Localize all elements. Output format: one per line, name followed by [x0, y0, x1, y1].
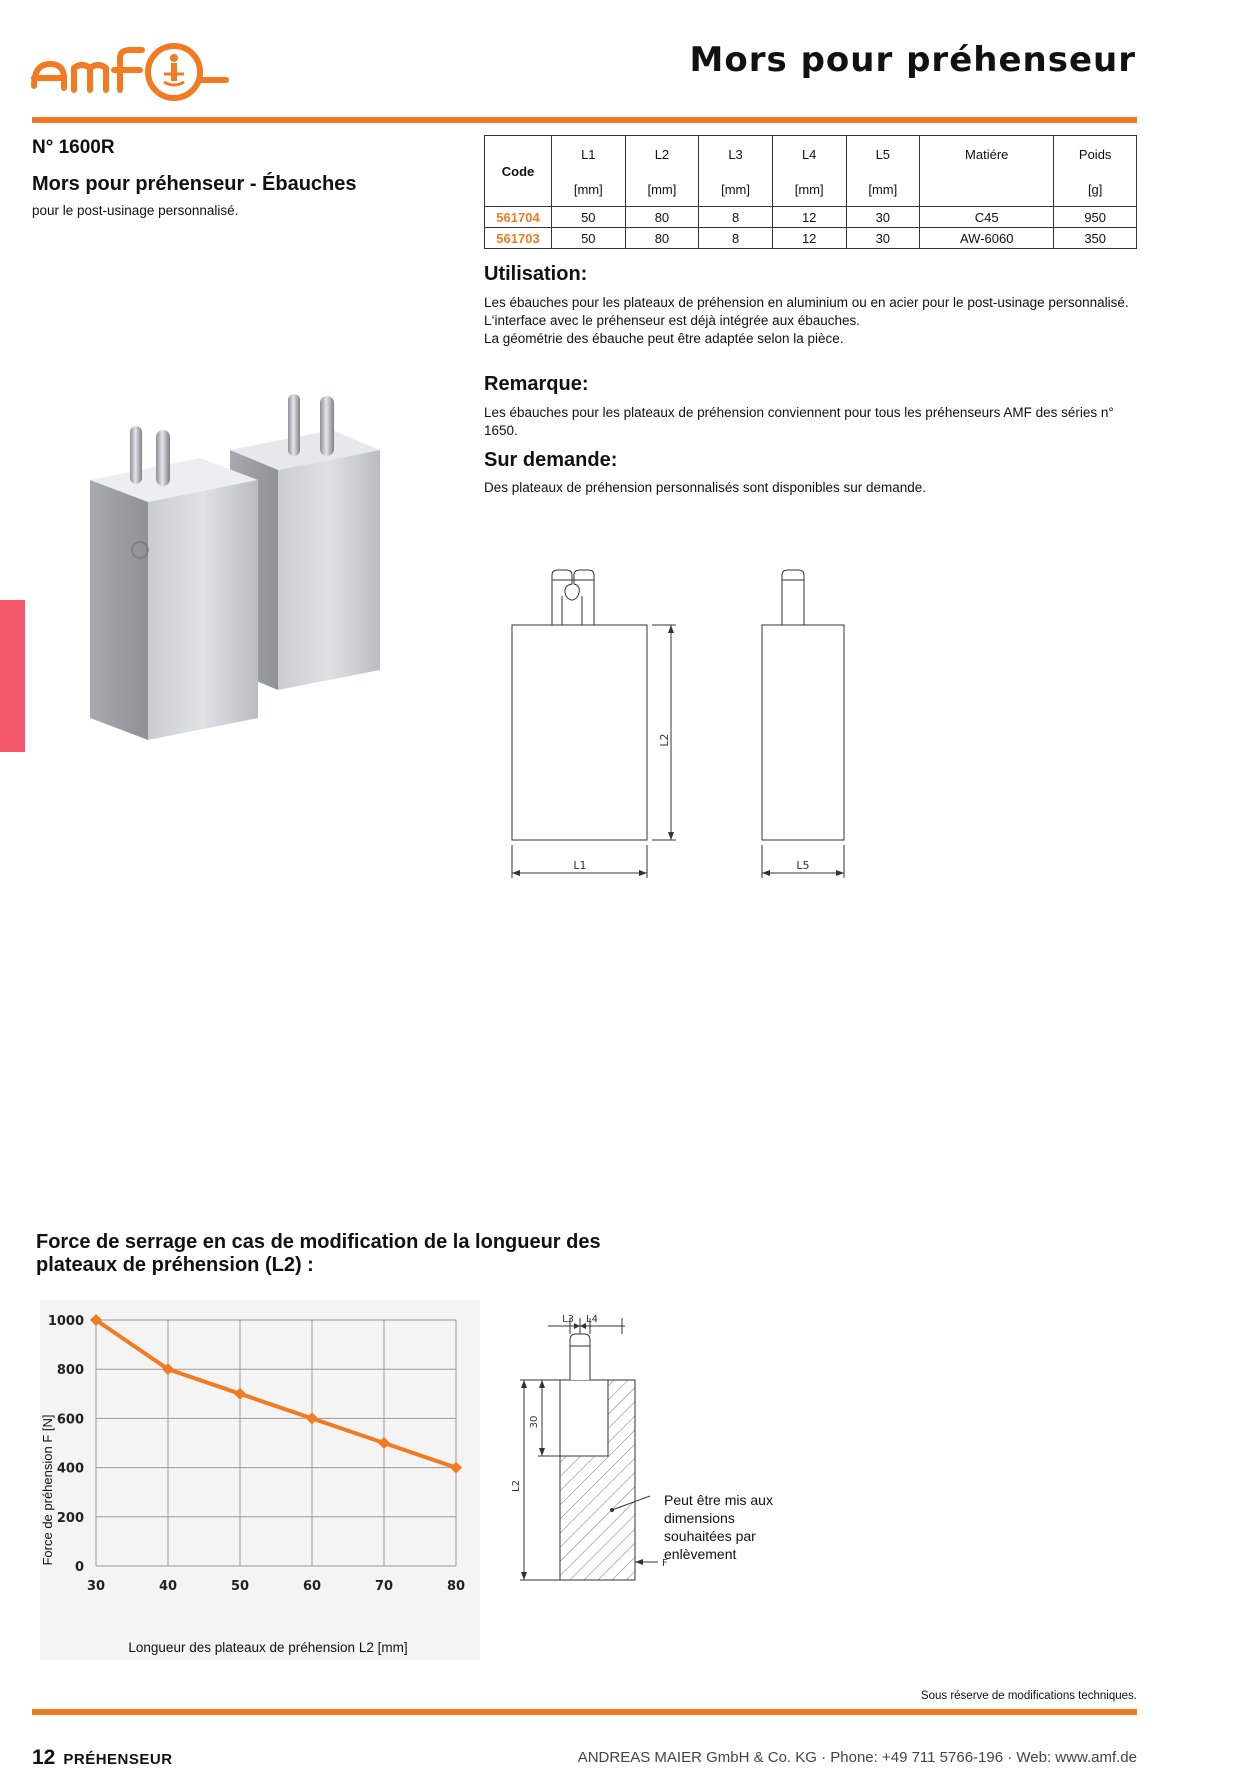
- disclaimer: Sous réserve de modifications techniques.: [920, 1690, 1137, 1702]
- page-title: Mors pour préhenseur: [689, 40, 1136, 80]
- unit-l5: [mm]: [846, 172, 920, 207]
- cell-l4: 12: [772, 228, 846, 249]
- header-rule: [32, 117, 1137, 123]
- col-header-l5: L5: [846, 136, 920, 173]
- utilisation-title: Utilisation:: [484, 263, 588, 285]
- utilisation-line: L‘interface avec le préhenseur est déjà intégrée aux ébauches.: [484, 313, 860, 328]
- sur-demande-text: Des plateaux de préhension personnalisés sont disponibles sur demande.: [484, 480, 927, 495]
- dim-label-l2-section: L2: [511, 1480, 522, 1492]
- section-tab-marker: [0, 600, 25, 752]
- cell-l5: 30: [846, 207, 920, 228]
- col-header-l3: L3: [699, 136, 773, 173]
- cell-l1: 50: [552, 207, 626, 228]
- product-title: Mors pour préhenseur - Ébauches: [32, 173, 357, 195]
- spec-table: [484, 135, 1137, 249]
- cell-material: C45: [920, 207, 1054, 228]
- chart-y-axis-label: Force de préhension F [N]: [40, 1414, 55, 1566]
- product-number: N° 1600R: [32, 137, 115, 158]
- product-subtitle: pour le post-usinage personnalisé.: [32, 203, 239, 218]
- unit-l2: [mm]: [625, 172, 699, 207]
- chart-y-tick-label: 800: [56, 1363, 84, 1379]
- force-label: F: [662, 1558, 668, 1569]
- cell-l2: 80: [625, 228, 699, 249]
- cell-l2: 80: [625, 207, 699, 228]
- col-header-weight: Poids: [1054, 136, 1137, 173]
- chart-x-tick-label: 30: [86, 1579, 106, 1594]
- cell-l1: 50: [552, 228, 626, 249]
- remarque-title: Remarque:: [484, 373, 589, 395]
- col-header-l2: L2: [625, 136, 699, 173]
- cell-material: AW-6060: [920, 228, 1054, 249]
- product-code-link[interactable]: 561703: [485, 228, 552, 249]
- dim-label-l3: L3: [562, 1314, 574, 1325]
- sur-demande-title: Sur demande:: [484, 449, 618, 471]
- col-header-code: Code: [485, 136, 552, 207]
- cell-l3: 8: [699, 228, 773, 249]
- chart-y-tick-label: 200: [56, 1510, 84, 1526]
- dim-label-l5: L5: [796, 859, 810, 872]
- dim-label-l1: L1: [573, 859, 587, 872]
- dim-label-l2: L2: [658, 733, 671, 747]
- col-header-material: Matiére: [920, 136, 1054, 173]
- col-header-l4: L4: [772, 136, 846, 173]
- blank-technical-drawing: [500, 560, 860, 905]
- chart-y-tick-label: 600: [56, 1412, 84, 1428]
- clamping-force-chart: [40, 1300, 480, 1660]
- table-row: [485, 228, 1137, 249]
- unit-l1: [mm]: [552, 172, 626, 207]
- unit-l3: [mm]: [699, 172, 773, 207]
- cell-weight: 350: [1054, 228, 1137, 249]
- section-drawing-note: Peut être mis aux dimensions souhaitées par enlèvement: [664, 1492, 773, 1562]
- product-photo: [80, 380, 400, 760]
- unit-material: [920, 172, 1054, 207]
- force-section-title: Force de serrage en cas de modification de la longueur des plateaux de préhension (L2) :: [36, 1231, 601, 1276]
- dim-label-depth: 30: [529, 1415, 540, 1429]
- section-technical-drawing: [500, 1310, 800, 1630]
- dim-label-l4: L4: [586, 1314, 598, 1325]
- remarque-text: Les ébauches pour les plateaux de préhension conviennent pour tous les préhenseurs AMF des séries n° 1650.: [484, 405, 1114, 438]
- chart-x-axis-label: Longueur des plateaux de préhension L2 [mm]: [128, 1640, 408, 1655]
- page-number: 12: [32, 1746, 56, 1769]
- chart-x-tick-label: 60: [302, 1579, 322, 1594]
- chart-x-tick-label: 80: [446, 1579, 466, 1594]
- utilisation-line: La géométrie des ébauche peut être adaptée selon la pièce.: [484, 331, 844, 346]
- utilisation-line: Les ébauches pour les plateaux de préhension en aluminium ou en acier pour le post-usinage personnalisé.: [484, 295, 1129, 310]
- footer-section: PRÉHENSEUR: [63, 1751, 173, 1768]
- footer-rule: [32, 1709, 1137, 1715]
- cell-l3: 8: [699, 207, 773, 228]
- chart-y-tick-label: 400: [56, 1461, 84, 1477]
- unit-l4: [mm]: [772, 172, 846, 207]
- chart-x-tick-label: 50: [230, 1579, 250, 1594]
- table-row: [485, 207, 1137, 228]
- col-header-l1: L1: [552, 136, 626, 173]
- chart-y-tick-label: 0: [74, 1560, 84, 1575]
- cell-l4: 12: [772, 207, 846, 228]
- footer-page-info: [32, 1746, 173, 1770]
- amf-logo: [30, 36, 230, 104]
- cell-l5: 30: [846, 228, 920, 249]
- cell-weight: 950: [1054, 207, 1137, 228]
- chart-x-tick-label: 40: [158, 1579, 178, 1594]
- chart-x-tick-label: 70: [374, 1579, 394, 1594]
- product-code-link[interactable]: 561704: [485, 207, 552, 228]
- utilisation-text: [484, 294, 1134, 348]
- unit-weight: [g]: [1054, 172, 1137, 207]
- chart-y-tick-label: 1000: [47, 1314, 84, 1329]
- footer-company: ANDREAS MAIER GmbH & Co. KG · Phone: +49 711 5766-196 · Web: www.amf.de: [577, 1749, 1137, 1766]
